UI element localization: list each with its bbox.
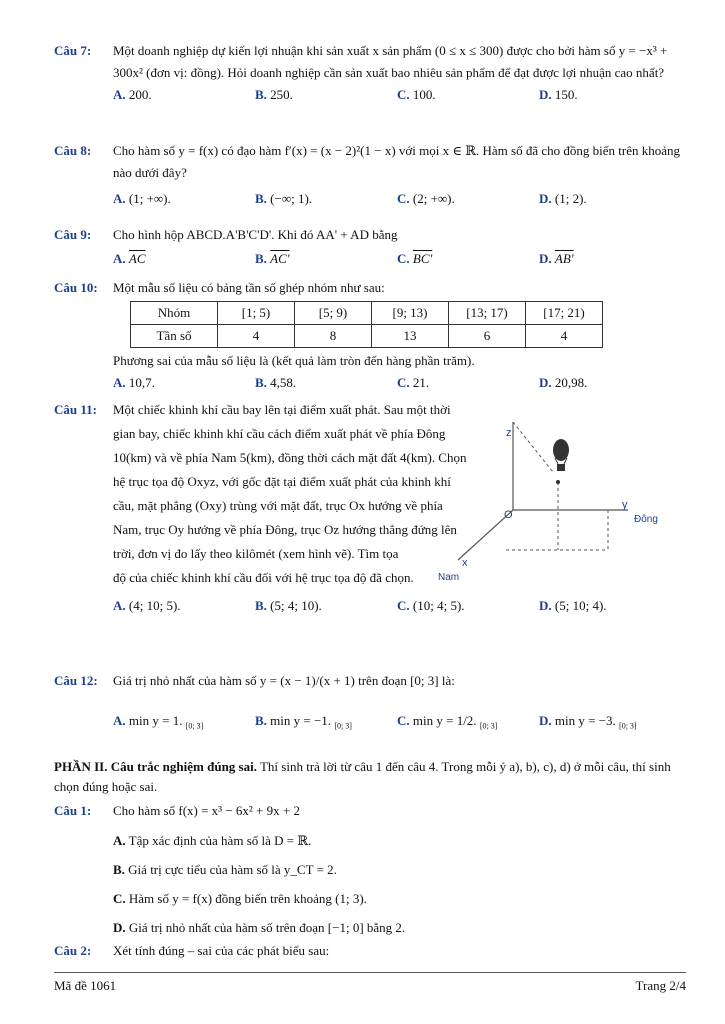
answer-options	[113, 372, 686, 394]
option-c[interactable]: C. 21.	[397, 375, 430, 390]
question-text: Cho hình hộp ABCD.A'B'C'D'. Khi đó AA' + AD bằng	[113, 227, 398, 242]
option-c[interactable]: C. (10; 4; 5).	[397, 598, 465, 613]
part-2-heading	[54, 757, 686, 797]
balloon-coordinate-figure	[418, 410, 688, 590]
table-cell: 13	[372, 325, 449, 348]
part2-question-1	[54, 800, 686, 942]
option-c[interactable]: C. (2; +∞).	[397, 191, 455, 206]
question-number: Câu 1:	[54, 803, 92, 818]
question-number: Câu 12:	[54, 673, 98, 688]
statement-a[interactable]: A. Tập xác định của hàm số là D = ℝ.	[113, 833, 312, 848]
question-8	[54, 140, 686, 210]
option-b[interactable]: B. (5; 4; 10).	[255, 598, 322, 613]
question-text: Giá trị nhỏ nhất của hàm số y = (x − 1)/(x + 1) trên đoạn [0; 3] là:	[113, 673, 455, 688]
table-cell: [17; 21)	[526, 302, 603, 325]
page-number: Trang 2/4	[635, 978, 686, 993]
answer-options	[113, 84, 686, 106]
exam-code: Mã đề 1061	[54, 978, 117, 993]
option-d[interactable]: D. 20,98.	[539, 375, 588, 390]
table-cell: 8	[295, 325, 372, 348]
z-label: z	[506, 427, 512, 439]
option-b[interactable]: B. AC'	[255, 251, 290, 266]
question-text: Cho hàm số f(x) = x³ − 6x² + 9x + 2	[113, 803, 300, 818]
option-d[interactable]: D. AB'	[539, 251, 574, 266]
question-number: Câu 8:	[54, 143, 92, 158]
part-2-title: PHẦN II. Câu trắc nghiệm đúng sai.	[54, 759, 257, 774]
table-cell: [13; 17)	[449, 302, 526, 325]
origin-label: O	[504, 509, 513, 521]
x-label: x	[462, 557, 468, 569]
question-text-tail: độ của chiếc khinh khí cầu đối với hệ trục tọa độ đã chọn.	[113, 570, 414, 585]
question-number: Câu 2:	[54, 943, 92, 958]
question-text: Một chiếc khinh khí cầu bay lên tại điểm xuất phát. Sau một thời gian bay, chiếc khinh khí cầu cách điểm xuất phát về phía Đông 10(km) và về phía Nam 5(km), đồng thời cách mặt đất 4(km). Chọn hệ trục tọa độ Oxyz, với gốc đặt tại điểm xuất phát của khinh khí cầu, mặt phẳng (Oxy) trùng với mặt đất, trục Ox hướng về phía Nam, trục Oy hướng về phía Đông, trục Oz hướng thẳng đứng lên trời, đơn vị đo lấy theo kilômét (xem hình vẽ). Tìm tọa	[113, 402, 467, 561]
question-number: Câu 7:	[54, 43, 92, 58]
question-number: Câu 9:	[54, 227, 92, 242]
option-b[interactable]: B. min y = −1. $_{[0; 3]}$	[255, 713, 352, 731]
part-2-instruction: Thí sinh trả lời từ câu 1 đến câu 4. Trong mỗi ý a), b), c), d) ở mỗi câu, thí sinh chọn đúng hoặc sai.	[54, 759, 671, 794]
east-label: Đông	[634, 514, 658, 525]
frequency-table	[130, 301, 603, 348]
balloon-point	[556, 480, 560, 484]
table-cell: [1; 5)	[218, 302, 295, 325]
answer-options	[113, 594, 686, 618]
answer-options	[113, 188, 686, 210]
table-row	[131, 325, 603, 348]
option-b[interactable]: B. 250.	[255, 87, 293, 102]
question-number: Câu 10:	[54, 280, 98, 295]
page-footer	[54, 972, 686, 994]
option-c[interactable]: C. BC'	[397, 251, 433, 266]
answer-options	[113, 248, 686, 270]
question-7	[54, 40, 686, 106]
statement-d[interactable]: D. Giá trị nhỏ nhất của hàm số trên đoạn [−1; 0] bằng 2.	[113, 920, 406, 935]
question-text: Xét tính đúng – sai của các phát biểu sau:	[113, 943, 330, 958]
table-header-cell: Tần số	[131, 325, 218, 348]
question-text: Cho hàm số y = f(x) có đạo hàm f′(x) = (x − 2)²(1 − x) với mọi x ∈ ℝ. Hàm số đã cho đồng biến trên khoảng nào dưới đây?	[113, 143, 681, 180]
option-d[interactable]: D. min y = −3. $_{[0; 3]}$	[539, 713, 637, 731]
table-row	[131, 302, 603, 325]
question-text: Một mẫu số liệu có bảng tần số ghép nhóm như sau:	[113, 280, 385, 295]
table-cell: 4	[526, 325, 603, 348]
option-c[interactable]: C. min y = 1/2. $_{[0; 3]}$	[397, 713, 498, 731]
question-9	[54, 224, 686, 270]
y-label: y	[622, 499, 628, 511]
table-cell: [9; 13)	[372, 302, 449, 325]
option-a[interactable]: A. (4; 10; 5).	[113, 598, 181, 613]
option-b[interactable]: B. 4,58.	[255, 375, 297, 390]
south-label: Nam	[438, 572, 460, 583]
statement-c[interactable]: C. Hàm số y = f(x) đồng biến trên khoảng (1; 3).	[113, 891, 367, 906]
question-number: Câu 11:	[54, 402, 97, 417]
table-cell: 6	[449, 325, 526, 348]
table-cell: [5; 9)	[295, 302, 372, 325]
option-a[interactable]: A. min y = 1. $_{[0; 3]}$	[113, 713, 204, 731]
option-d[interactable]: D. (1; 2).	[539, 191, 587, 206]
question-followup: Phương sai của mẫu số liệu là (kết quả làm tròn đến hàng phần trăm).	[113, 353, 475, 368]
option-d[interactable]: D. 150.	[539, 87, 578, 102]
option-b[interactable]: B. (−∞; 1).	[255, 191, 313, 206]
question-text: Một doanh nghiệp dự kiến lợi nhuận khi sản xuất x sản phẩm (0 ≤ x ≤ 300) được cho bởi hàm số y = −x³ + 300x² (đơn vị: đồng). Hỏi doanh nghiệp cần sản xuất bao nhiêu sản phẩm để đạt được lợi nhuận cao nhất?	[113, 43, 668, 80]
option-d[interactable]: D. (5; 10; 4).	[539, 598, 607, 613]
option-a[interactable]: A. 200.	[113, 87, 152, 102]
question-10	[54, 277, 686, 394]
option-c[interactable]: C. 100.	[397, 87, 436, 102]
answer-options	[113, 710, 686, 738]
question-12	[54, 670, 686, 738]
option-a[interactable]: A. 10,7.	[113, 375, 155, 390]
option-a[interactable]: A. (1; +∞).	[113, 191, 171, 206]
table-header-cell: Nhóm	[131, 302, 218, 325]
dashed-line	[513, 422, 553, 472]
option-a[interactable]: A. $\overline{AC}$	[113, 251, 146, 266]
statement-list	[113, 826, 686, 942]
table-cell: 4	[218, 325, 295, 348]
part2-question-2	[54, 940, 686, 962]
balloon-basket	[557, 464, 565, 471]
statement-b[interactable]: B. Giá trị cực tiểu của hàm số là y_CT = 2.	[113, 862, 337, 877]
balloon-icon	[553, 439, 569, 461]
